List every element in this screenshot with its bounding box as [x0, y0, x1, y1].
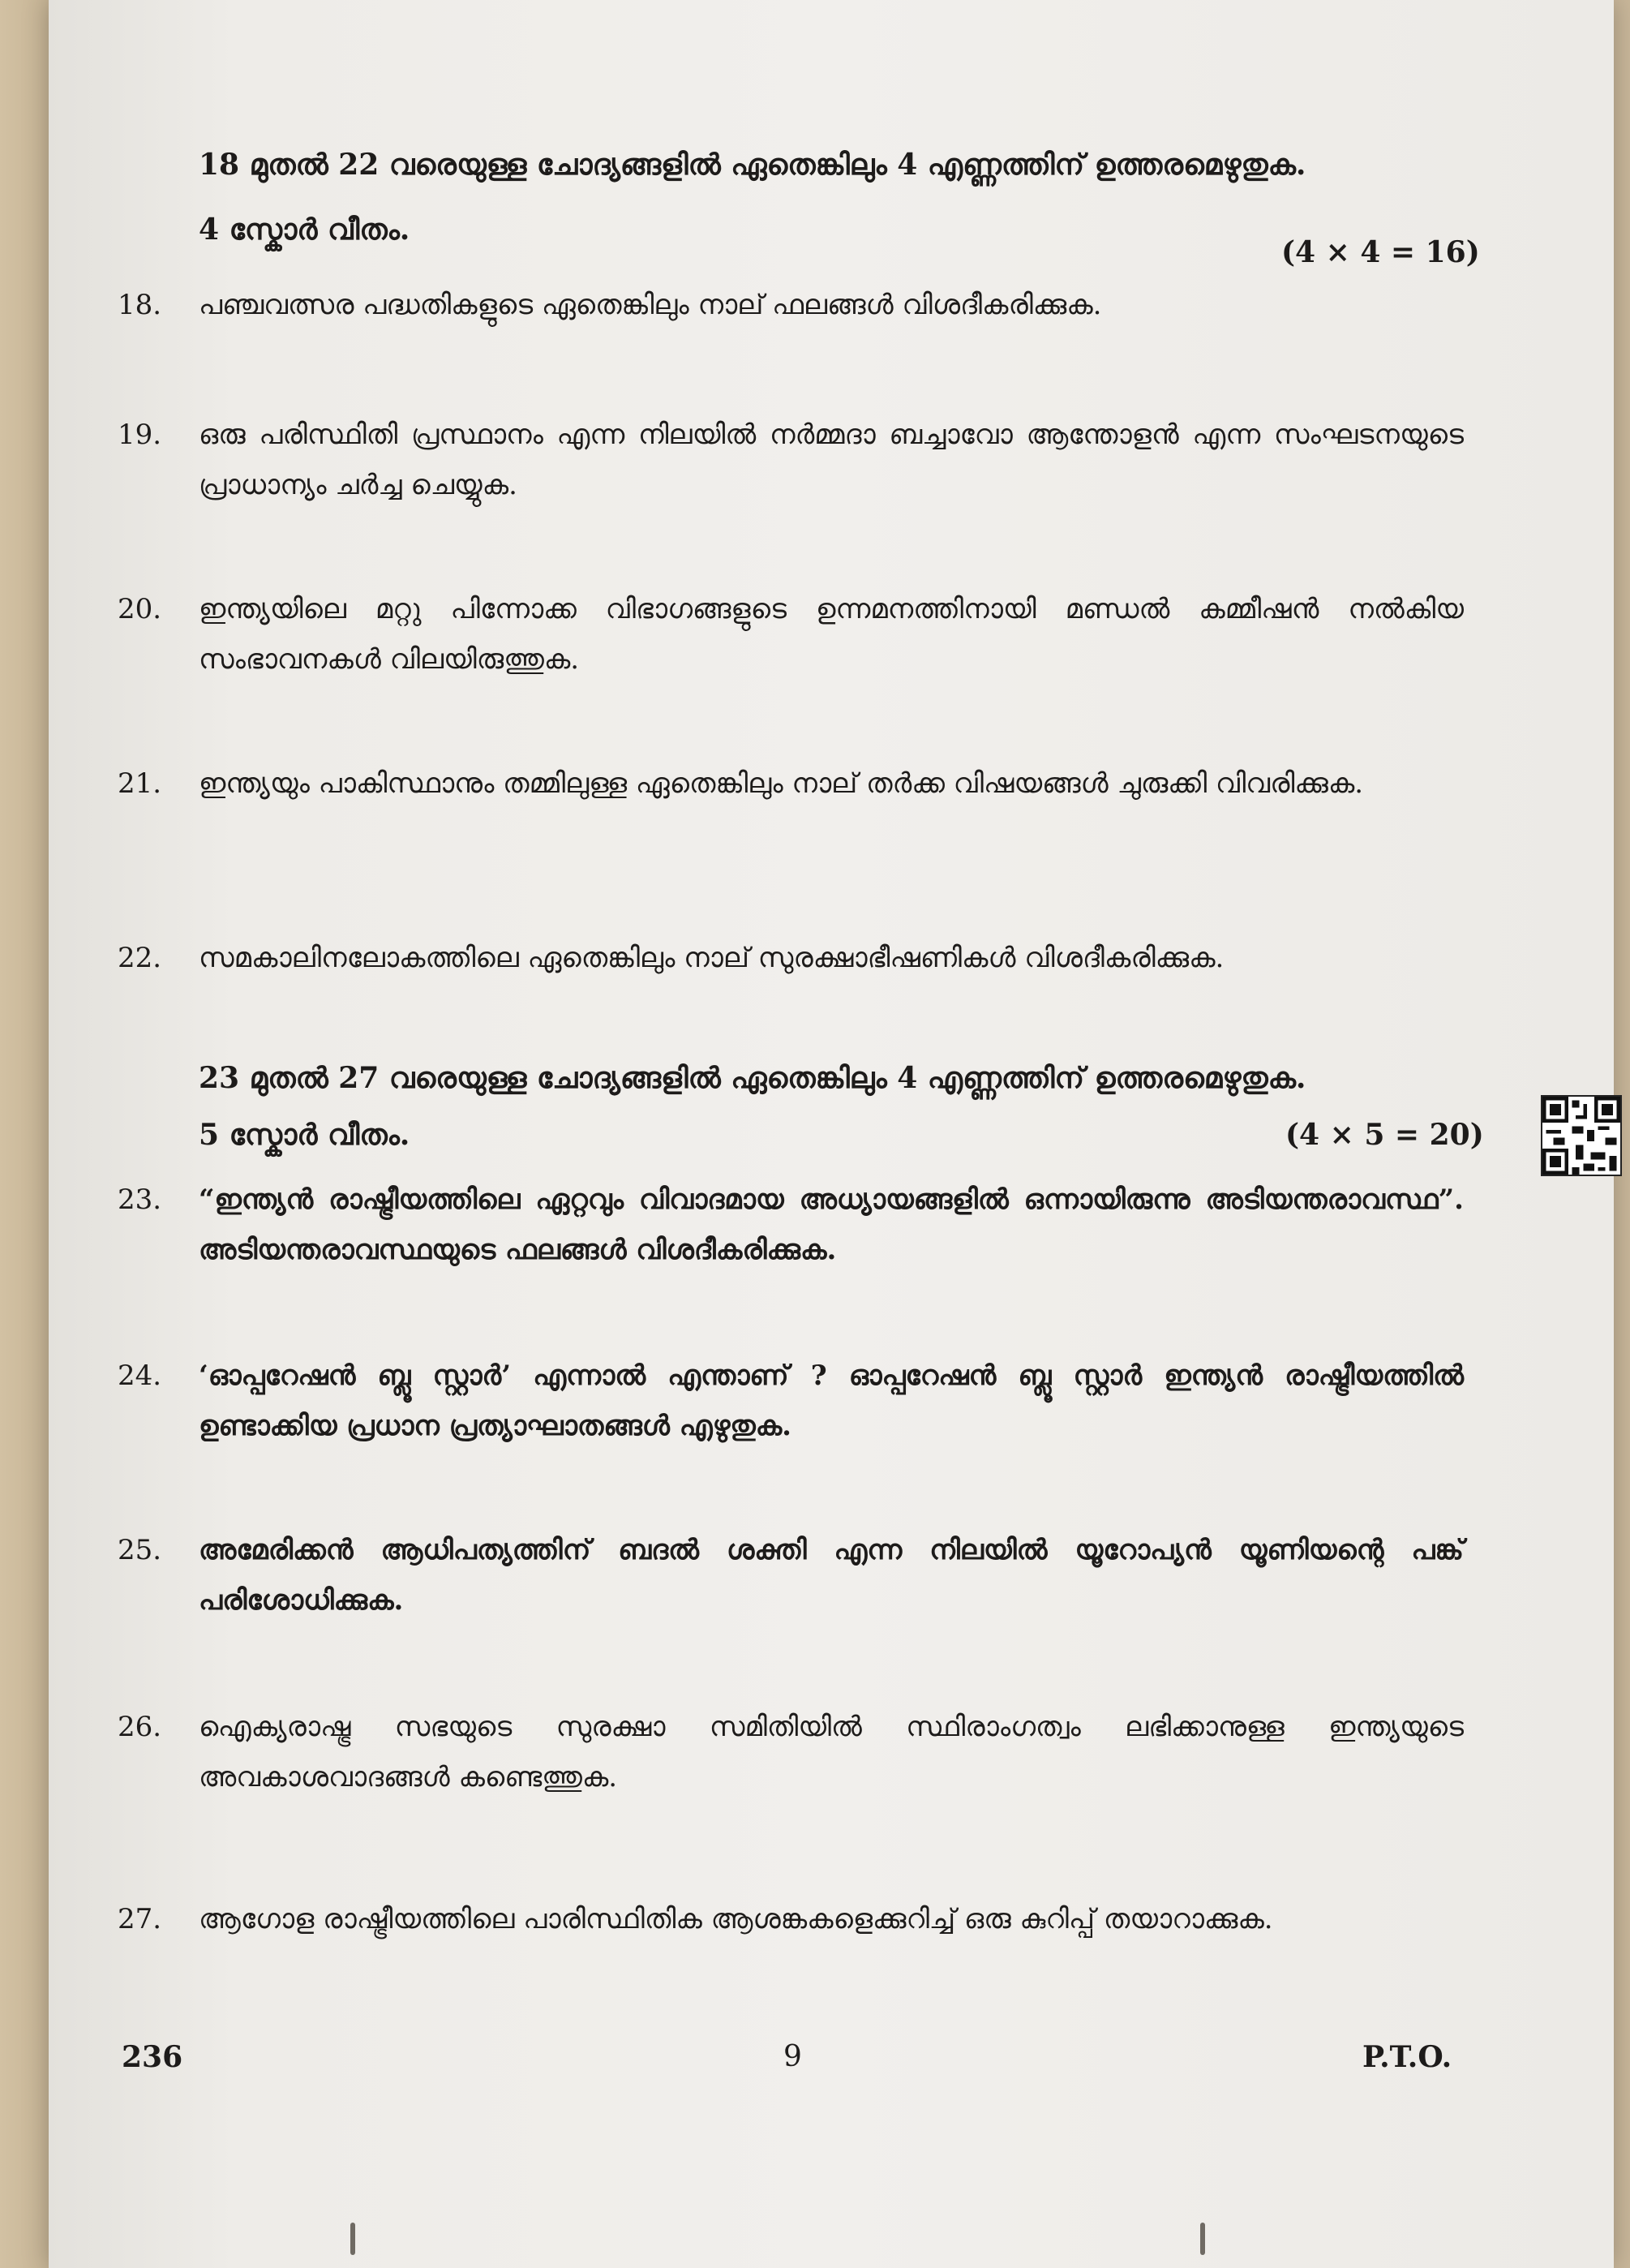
page-number: 9	[783, 2040, 802, 2073]
section1-score: 4 സ്കോർ വീതം.	[199, 213, 410, 247]
question-number: 27.	[118, 1903, 162, 1935]
question-number: 24.	[118, 1360, 162, 1392]
question-text: ഇന്ത്യയിലെ മറ്റു പിന്നോക്ക വിഭാഗങ്ങളുടെ ഉന്നമനത്തിനായി മണ്ഡൽ കമ്മീഷൻ നൽകിയ സംഭാവനകൾ വിലയിരുത്തുക.	[199, 593, 1464, 676]
question-paper-code: 236	[122, 2040, 183, 2074]
question-number: 21.	[118, 767, 162, 800]
page-mark	[350, 2223, 355, 2255]
question-number: 25.	[118, 1534, 162, 1566]
section2-instruction: 23 മുതൽ 27 വരെയുള്ള ചോദ്യങ്ങളിൽ ഏതെങ്കിലും 4 എണ്ണത്തിന് ഉത്തരമെഴുതുക.	[199, 1061, 1306, 1095]
question-text: ‘ഓപ്പറേഷൻ ബ്ലൂ സ്റ്റാർ’ എന്നാൽ എന്താണ് ? ഓപ്പറേഷൻ ബ്ലൂ സ്റ്റാർ ഇന്ത്യൻ രാഷ്ട്രീയത്തിൽ ഉണ്ടാക്കിയ പ്രധാന പ്രത്യാഘാതങ്ങൾ എഴുതുക.	[199, 1360, 1464, 1442]
page-shadow	[0, 0, 49, 2268]
question-text: “ഇന്ത്യൻ രാഷ്ട്രീയത്തിലെ ഏറ്റവും വിവാദമായ അധ്യായങ്ങളിൽ ഒന്നായിരുന്നു അടിയന്തരാവസ്ഥ”. അടിയന്തരാവസ്ഥയുടെ ഫലങ്ങൾ വിശദീകരിക്കുക.	[199, 1183, 1464, 1266]
question-text: അമേരിക്കൻ ആധിപത്യത്തിന് ബദൽ ശക്തി എന്ന നിലയിൽ യൂറോപ്യൻ യൂണിയന്റെ പങ്ക് പരിശോധിക്കുക.	[199, 1534, 1464, 1617]
question-text: ഐക്യരാഷ്ട്ര സഭയുടെ സുരക്ഷാ സമിതിയിൽ സ്ഥിരാംഗത്വം ലഭിക്കാനുള്ള ഇന്ത്യയുടെ അവകാശവാദങ്ങൾ കണ്ടെത്തുക.	[199, 1711, 1464, 1793]
question-number: 18.	[118, 289, 162, 321]
section2-score: 5 സ്കോർ വീതം.	[199, 1118, 410, 1152]
qr-code-icon	[1541, 1095, 1622, 1176]
section2-marks: (4 × 5 = 20)	[1285, 1118, 1484, 1152]
question-text: സമകാലിനലോകത്തിലെ ഏതെങ്കിലും നാല് സുരക്ഷാഭീഷണികൾ വിശദീകരിക്കുക.	[199, 942, 1225, 974]
question-number: 23.	[118, 1183, 162, 1216]
page-mark	[1200, 2223, 1205, 2255]
section1-instruction: 18 മുതൽ 22 വരെയുള്ള ചോദ്യങ്ങളിൽ ഏതെങ്കിലും 4 എണ്ണത്തിന് ഉത്തരമെഴുതുക.	[199, 148, 1306, 182]
pto-label: P.T.O.	[1362, 2040, 1452, 2074]
question-text: ആഗോള രാഷ്ട്രീയത്തിലെ പാരിസ്ഥിതിക ആശങ്കകളെക്കുറിച്ച് ഒരു കുറിപ്പ് തയാറാക്കുക.	[199, 1903, 1273, 1935]
question-number: 20.	[118, 593, 162, 625]
question-number: 22.	[118, 942, 162, 974]
question-text: പഞ്ചവത്സര പദ്ധതികളുടെ ഏതെങ്കിലും നാല് ഫലങ്ങൾ വിശദീകരിക്കുക.	[199, 289, 1102, 321]
question-text: ഇന്ത്യയും പാകിസ്ഥാനും തമ്മിലുള്ള ഏതെങ്കിലും നാല് തർക്ക വിഷയങ്ങൾ ചുരുക്കി വിവരിക്കുക.	[199, 767, 1364, 800]
question-text: ഒരു പരിസ്ഥിതി പ്രസ്ഥാനം എന്ന നിലയിൽ നർമ്മദാ ബച്ചാവോ ആന്തോളൻ എന്ന സംഘടനയുടെ പ്രാധാന്യം ചർച്ച ചെയ്യുക.	[199, 419, 1464, 501]
question-number: 26.	[118, 1711, 162, 1743]
question-number: 19.	[118, 419, 162, 451]
section1-marks: (4 × 4 = 16)	[1281, 235, 1480, 269]
